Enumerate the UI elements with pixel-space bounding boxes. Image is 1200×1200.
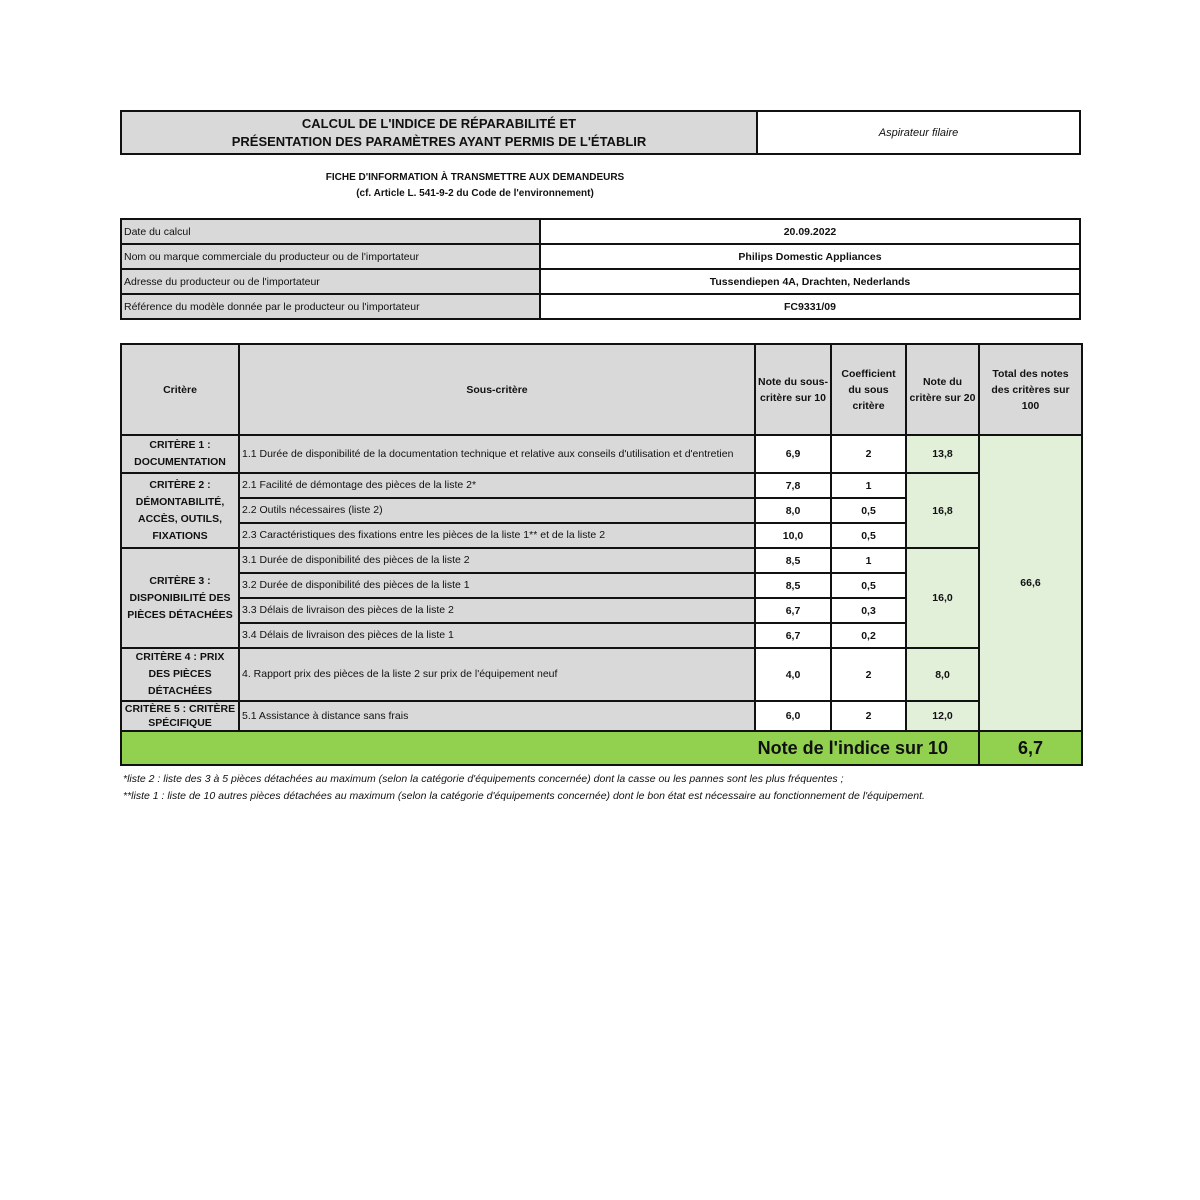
subcriterion-coef: 2 bbox=[831, 435, 906, 473]
info-value: FC9331/09 bbox=[540, 294, 1080, 319]
subcriterion-coef: 0,5 bbox=[831, 498, 906, 523]
footnote-liste-2: *liste 2 : liste des 3 à 5 pièces détachées au maximum (selon la catégorie d'équipements concernée) dont la casse ou les pannes sont les plus fréquentes ; bbox=[123, 773, 844, 785]
table-header-row bbox=[121, 344, 1082, 435]
info-label: Nom ou marque commerciale du producteur ou de l'importateur bbox=[121, 244, 540, 269]
criterion-2-score: 16,8 bbox=[906, 473, 979, 548]
scoring-table bbox=[120, 343, 1083, 766]
final-score-row bbox=[121, 731, 1082, 765]
document-title bbox=[122, 112, 758, 153]
subcriterion-score: 7,8 bbox=[755, 473, 831, 498]
fiche-line-2: (cf. Article L. 541-9-2 du Code de l'environnement) bbox=[356, 188, 594, 199]
criterion-5-label: CRITÈRE 5 : CRITÈRE SPÉCIFIQUE bbox=[121, 701, 239, 731]
info-row-brand bbox=[121, 244, 1080, 269]
info-label: Date du calcul bbox=[121, 219, 540, 244]
subcriterion-score: 8,0 bbox=[755, 498, 831, 523]
table-row bbox=[121, 648, 1082, 701]
subcriterion-label: 3.3 Délais de livraison des pièces de la liste 2 bbox=[239, 598, 755, 623]
subcriterion-label: 5.1 Assistance à distance sans frais bbox=[239, 701, 755, 731]
criterion-3-label: CRITÈRE 3 : DISPONIBILITÉ DES PIÈCES DÉTACHÉES bbox=[121, 548, 239, 648]
info-row-date bbox=[121, 219, 1080, 244]
subcriterion-coef: 1 bbox=[831, 548, 906, 573]
subcriterion-label: 1.1 Durée de disponibilité de la documentation technique et relative aux conseils d'utilisation et d'entretien bbox=[239, 435, 755, 473]
subcriterion-coef: 0,5 bbox=[831, 523, 906, 548]
subcriterion-score: 6,9 bbox=[755, 435, 831, 473]
subcriterion-coef: 2 bbox=[831, 648, 906, 701]
table-row bbox=[121, 701, 1082, 731]
subcriterion-coef: 0,2 bbox=[831, 623, 906, 648]
subcriterion-label: 4. Rapport prix des pièces de la liste 2 sur prix de l'équipement neuf bbox=[239, 648, 755, 701]
table-row bbox=[121, 435, 1082, 473]
info-label: Référence du modèle donnée par le producteur ou l'importateur bbox=[121, 294, 540, 319]
info-value: Tussendiepen 4A, Drachten, Nederlands bbox=[540, 269, 1080, 294]
product-type: Aspirateur filaire bbox=[878, 126, 959, 139]
criterion-2-label: CRITÈRE 2 : DÉMONTABILITÉ, ACCÈS, OUTILS, FIXATIONS bbox=[121, 473, 239, 548]
subcriterion-label: 3.2 Durée de disponibilité des pièces de la liste 1 bbox=[239, 573, 755, 598]
col-header-note-critere: Note du critère sur 20 bbox=[906, 344, 979, 435]
subcriterion-label: 2.1 Facilité de démontage des pièces de la liste 2* bbox=[239, 473, 755, 498]
fiche-subtitle bbox=[120, 170, 830, 202]
criterion-1-label: CRITÈRE 1 : DOCUMENTATION bbox=[121, 435, 239, 473]
subcriterion-score: 8,5 bbox=[755, 548, 831, 573]
info-value: Philips Domestic Appliances bbox=[540, 244, 1080, 269]
subcriterion-score: 6,7 bbox=[755, 598, 831, 623]
table-row bbox=[121, 473, 1082, 498]
subcriterion-label: 3.1 Durée de disponibilité des pièces de la liste 2 bbox=[239, 548, 755, 573]
subcriterion-label: 2.3 Caractéristiques des fixations entre les pièces de la liste 1** et de la liste 2 bbox=[239, 523, 755, 548]
final-score-value: 6,7 bbox=[979, 731, 1082, 765]
total-score: 66,6 bbox=[979, 435, 1082, 731]
col-header-sous-critere: Sous-critère bbox=[239, 344, 755, 435]
info-row-reference bbox=[121, 294, 1080, 319]
fiche-line-1: FICHE D'INFORMATION À TRANSMETTRE AUX DEMANDEURS bbox=[325, 172, 625, 183]
subcriterion-coef: 1 bbox=[831, 473, 906, 498]
info-row-address bbox=[121, 269, 1080, 294]
subcriterion-label: 3.4 Délais de livraison des pièces de la liste 1 bbox=[239, 623, 755, 648]
table-row bbox=[121, 548, 1082, 573]
subcriterion-coef: 2 bbox=[831, 701, 906, 731]
col-header-coef: Coefficient du sous critère bbox=[831, 344, 906, 435]
criterion-5-score: 12,0 bbox=[906, 701, 979, 731]
subcriterion-score: 6,7 bbox=[755, 623, 831, 648]
criterion-4-score: 8,0 bbox=[906, 648, 979, 701]
criterion-1-score: 13,8 bbox=[906, 435, 979, 473]
criterion-3-score: 16,0 bbox=[906, 548, 979, 648]
col-header-note-sous: Note du sous-critère sur 10 bbox=[755, 344, 831, 435]
footnotes bbox=[123, 771, 925, 805]
subcriterion-score: 6,0 bbox=[755, 701, 831, 731]
final-score-label: Note de l'indice sur 10 bbox=[121, 731, 979, 765]
subcriterion-label: 2.2 Outils nécessaires (liste 2) bbox=[239, 498, 755, 523]
subcriterion-score: 10,0 bbox=[755, 523, 831, 548]
subcriterion-coef: 0,5 bbox=[831, 573, 906, 598]
info-table bbox=[120, 218, 1081, 320]
col-header-critere: Critère bbox=[121, 344, 239, 435]
info-label: Adresse du producteur ou de l'importateur bbox=[121, 269, 540, 294]
title-line-1: CALCUL DE L'INDICE DE RÉPARABILITÉ ET bbox=[301, 115, 577, 131]
footnote-liste-1: **liste 1 : liste de 10 autres pièces détachées au maximum (selon la catégorie d'équipements concernée) dont le bon état est nécessaire au fonctionnement de l'équipement. bbox=[123, 790, 925, 802]
title-line-2: PRÉSENTATION DES PARAMÈTRES AYANT PERMIS DE L'ÉTABLIR bbox=[231, 133, 647, 149]
subcriterion-coef: 0,3 bbox=[831, 598, 906, 623]
col-header-total: Total des notes des critères sur 100 bbox=[979, 344, 1082, 435]
subcriterion-score: 4,0 bbox=[755, 648, 831, 701]
info-value: 20.09.2022 bbox=[540, 219, 1080, 244]
subcriterion-score: 8,5 bbox=[755, 573, 831, 598]
header-box bbox=[120, 110, 1081, 155]
criterion-4-label: CRITÈRE 4 : PRIX DES PIÈCES DÉTACHÉES bbox=[121, 648, 239, 701]
